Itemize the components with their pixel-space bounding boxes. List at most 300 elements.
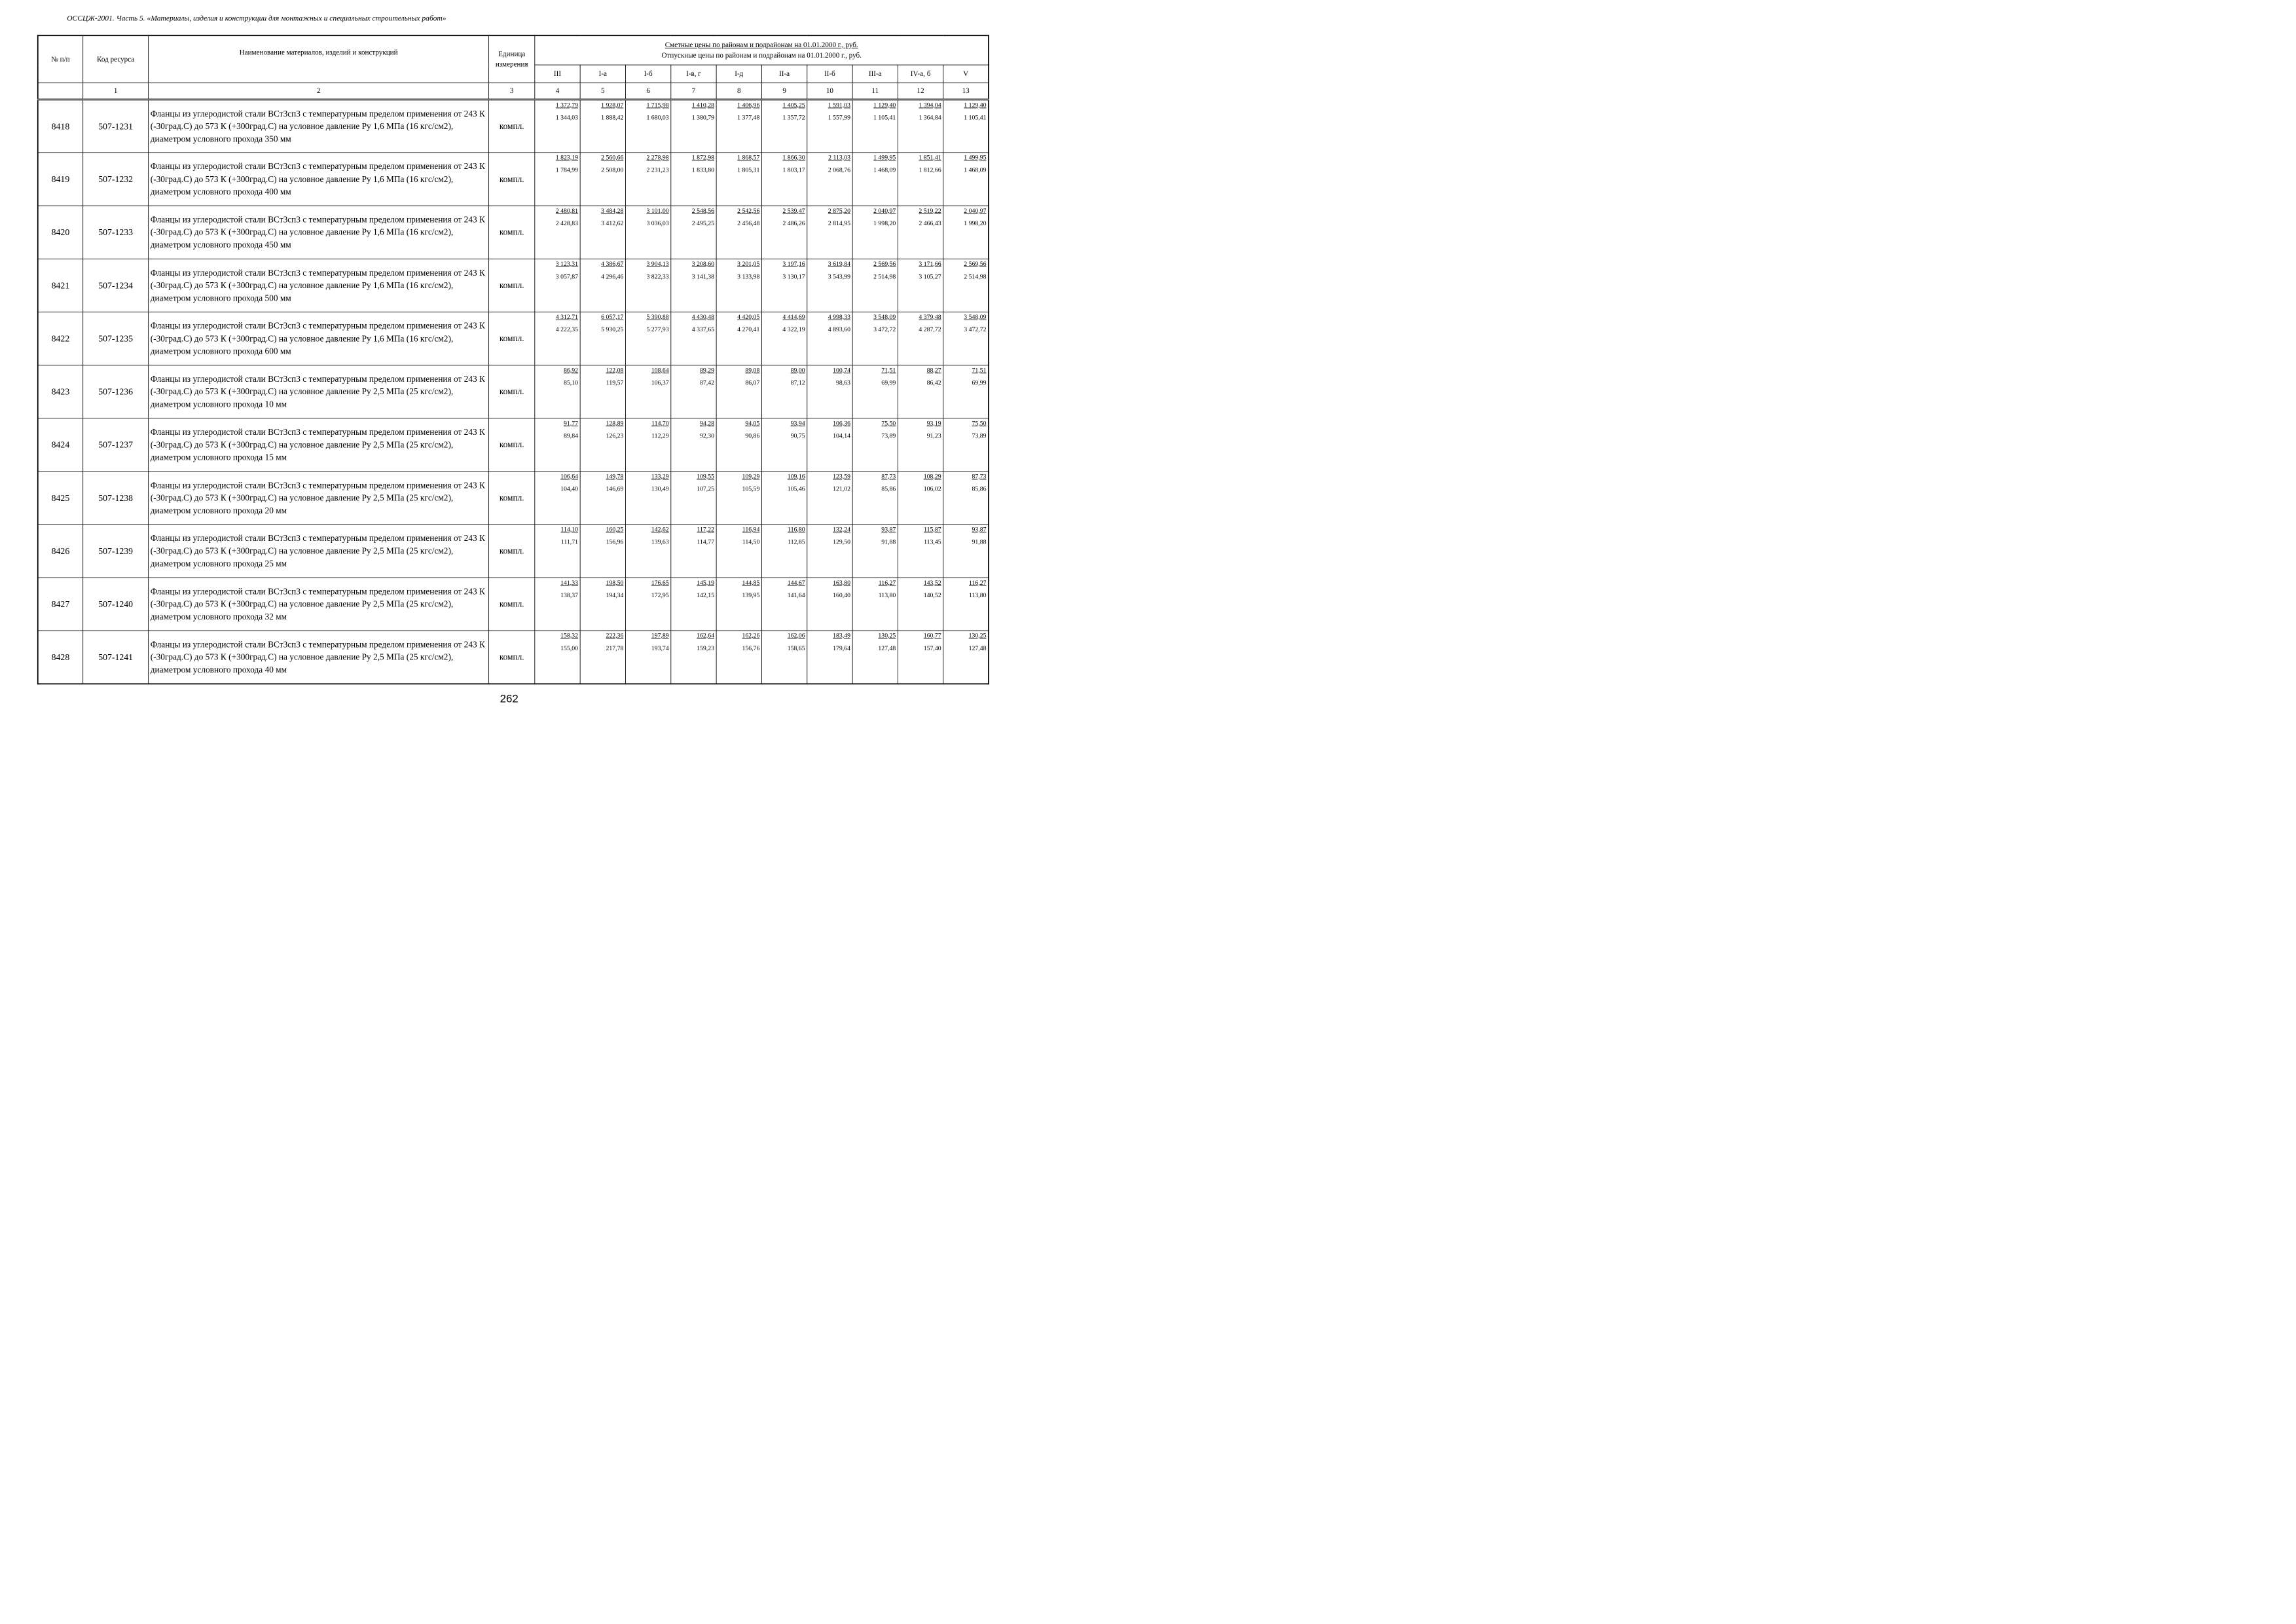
- price-cell: [535, 578, 580, 631]
- estimate-price: 109,16: [787, 472, 805, 480]
- price-cell: [852, 100, 898, 153]
- release-price: 114,50: [742, 538, 760, 545]
- estimate-price: 144,67: [787, 578, 805, 586]
- estimate-price: 117,22: [697, 525, 715, 533]
- price-cell: [943, 153, 989, 206]
- estimate-price: 197,89: [651, 631, 669, 640]
- region-header: II-а: [761, 65, 807, 83]
- release-price: 1 833,80: [691, 166, 715, 174]
- price-cell: [671, 153, 716, 206]
- column-number: [38, 83, 83, 100]
- estimate-price: 1 410,28: [691, 101, 715, 109]
- estimate-price: 93,94: [790, 419, 805, 427]
- price-cell: [852, 578, 898, 631]
- price-cell: [580, 100, 625, 153]
- estimate-price: 2 539,47: [782, 206, 805, 215]
- release-price: 140,52: [923, 591, 941, 599]
- estimate-price: 1 372,79: [555, 101, 579, 109]
- release-price: 105,46: [787, 485, 805, 492]
- price-cell: [761, 153, 807, 206]
- price-cell: [625, 312, 670, 365]
- price-cell: [580, 153, 625, 206]
- estimate-price: 3 484,28: [601, 206, 624, 215]
- resource-code: 507-1239: [83, 525, 149, 578]
- estimate-price: 141,33: [560, 578, 579, 586]
- estimate-price: 130,25: [968, 631, 987, 640]
- price-cell: [943, 525, 989, 578]
- release-price: 1 784,99: [555, 166, 579, 174]
- unit-of-measure: компл.: [489, 100, 535, 153]
- release-price: 2 495,25: [691, 219, 715, 227]
- column-number: 8: [716, 83, 761, 100]
- col-header-num: № п/п: [38, 35, 83, 83]
- row-number: 8425: [38, 471, 83, 525]
- price-cell: [807, 525, 852, 578]
- release-price: 1 105,41: [964, 113, 987, 121]
- resource-code: 507-1240: [83, 578, 149, 631]
- price-cell: [852, 312, 898, 365]
- unit-of-measure: компл.: [489, 365, 535, 418]
- release-price: 5 930,25: [601, 325, 624, 333]
- release-price: 69,99: [972, 378, 987, 386]
- material-name: Фланцы из углеродистой стали ВСт3сп3 с температурным пределом применения от 243 К (-30град.С) до 573 К (+300град.С) на условное давление Ру 2,5 МПа (25 кгс/см2), диаметром условного прохода 15 мм: [149, 418, 489, 471]
- release-price: 2 514,98: [873, 272, 896, 280]
- document-page: [0, 0, 1021, 722]
- estimate-price: 158,32: [560, 631, 579, 640]
- estimate-price: 2 113,03: [828, 153, 850, 161]
- release-price: 111,71: [560, 538, 579, 545]
- material-name: Фланцы из углеродистой стали ВСт3сп3 с температурным пределом применения от 243 К (-30град.С) до 573 К (+300град.С) на условное давление Ру 1,6 МПа (16 кгс/см2), диаметром условного прохода 500 мм: [149, 259, 489, 312]
- release-price: 217,78: [606, 644, 624, 652]
- estimate-price: 71,51: [972, 366, 987, 374]
- column-number: 3: [489, 83, 535, 100]
- release-price: 112,85: [788, 538, 805, 545]
- estimate-price: 4 386,67: [601, 260, 624, 268]
- release-price: 3 036,03: [646, 219, 669, 227]
- unit-of-measure: компл.: [489, 471, 535, 525]
- estimate-price: 91,77: [564, 419, 579, 427]
- release-price: 1 380,79: [691, 113, 715, 121]
- release-price: 85,10: [564, 378, 579, 386]
- column-number: 9: [761, 83, 807, 100]
- column-number: 12: [898, 83, 943, 100]
- unit-of-measure: компл.: [489, 418, 535, 471]
- estimate-price: 1 928,07: [601, 101, 624, 109]
- price-cell: [580, 259, 625, 312]
- estimate-price: 1 868,57: [737, 153, 760, 161]
- estimate-price: 116,94: [742, 525, 760, 533]
- price-cell: [807, 153, 852, 206]
- resource-code: 507-1238: [83, 471, 149, 525]
- release-price: 179,64: [833, 644, 850, 652]
- release-price: 1 998,20: [964, 219, 987, 227]
- estimate-price: 3 208,60: [691, 260, 715, 268]
- material-name: Фланцы из углеродистой стали ВСт3сп3 с температурным пределом применения от 243 К (-30град.С) до 573 К (+300град.С) на условное давление Ру 1,6 МПа (16 кгс/см2), диаметром условного прохода 400 мм: [149, 153, 489, 206]
- estimate-price: 198,50: [606, 578, 624, 586]
- release-price: 2 514,98: [964, 272, 987, 280]
- estimate-price: 4 430,48: [691, 313, 715, 321]
- price-cell: [852, 525, 898, 578]
- region-header: I-д: [716, 65, 761, 83]
- price-cell: [716, 525, 761, 578]
- price-cell: [807, 418, 852, 471]
- price-cell: [898, 100, 943, 153]
- release-price: 155,00: [560, 644, 579, 652]
- price-cell: [625, 631, 670, 684]
- release-price: 89,84: [564, 432, 579, 439]
- price-cell: [852, 631, 898, 684]
- price-cell: [716, 365, 761, 418]
- row-number: 8424: [38, 418, 83, 471]
- release-price: 112,29: [651, 432, 669, 439]
- unit-of-measure: компл.: [489, 153, 535, 206]
- price-cell: [535, 153, 580, 206]
- estimate-price: 88,27: [926, 366, 941, 374]
- price-cell: [807, 471, 852, 525]
- estimate-price: 94,28: [700, 419, 715, 427]
- price-cell: [943, 312, 989, 365]
- price-cell: [625, 471, 670, 525]
- price-cell: [943, 418, 989, 471]
- estimate-price: 1 866,30: [782, 153, 805, 161]
- price-cell: [580, 418, 625, 471]
- unit-of-measure: компл.: [489, 631, 535, 684]
- price-cell: [671, 206, 716, 259]
- estimate-price: 1 405,25: [782, 101, 805, 109]
- estimate-price: 3 548,09: [873, 313, 896, 321]
- price-cell: [943, 100, 989, 153]
- release-price: 3 543,99: [828, 272, 850, 280]
- price-cell: [625, 259, 670, 312]
- price-cell: [943, 206, 989, 259]
- unit-of-measure: компл.: [489, 525, 535, 578]
- price-cell: [852, 206, 898, 259]
- release-price: 105,59: [742, 485, 760, 492]
- price-cell: [761, 259, 807, 312]
- estimate-price: 108,64: [651, 366, 669, 374]
- price-cell: [535, 631, 580, 684]
- release-price: 86,07: [745, 378, 760, 386]
- estimate-price: 2 548,56: [691, 206, 715, 215]
- material-name: Фланцы из углеродистой стали ВСт3сп3 с температурным пределом применения от 243 К (-30град.С) до 573 К (+300град.С) на условное давление Ру 2,5 МПа (25 кгс/см2), диаметром условного прохода 25 мм: [149, 525, 489, 578]
- price-cell: [898, 578, 943, 631]
- release-price: 194,34: [606, 591, 624, 599]
- estimate-price: 3 197,16: [782, 260, 805, 268]
- col-header-code: Код ресурса: [83, 35, 149, 83]
- column-number-row: [38, 83, 989, 100]
- resource-code: 507-1233: [83, 206, 149, 259]
- unit-of-measure: компл.: [489, 312, 535, 365]
- release-price: 1 557,99: [828, 113, 850, 121]
- prices-title-estimate: Сметные цены по районам и подрайонам на 01.01.2000 г., руб.: [665, 41, 858, 49]
- estimate-price: 142,62: [651, 525, 669, 533]
- estimate-price: 4 420,05: [737, 313, 760, 321]
- material-name: Фланцы из углеродистой стали ВСт3сп3 с температурным пределом применения от 243 К (-30град.С) до 573 К (+300град.С) на условное давление Ру 2,5 МПа (25 кгс/см2), диаметром условного прохода 10 мм: [149, 365, 489, 418]
- release-price: 73,89: [972, 432, 987, 439]
- estimate-price: 1 499,95: [964, 153, 987, 161]
- release-price: 159,23: [697, 644, 715, 652]
- price-cell: [761, 525, 807, 578]
- release-price: 2 814,95: [828, 219, 850, 227]
- price-cell: [898, 418, 943, 471]
- price-cell: [898, 153, 943, 206]
- column-number: 10: [807, 83, 852, 100]
- price-cell: [671, 631, 716, 684]
- material-name: Фланцы из углеродистой стали ВСт3сп3 с температурным пределом применения от 243 К (-30град.С) до 573 К (+300град.С) на условное давление Ру 2,5 МПа (25 кгс/см2), диаметром условного прохода 20 мм: [149, 471, 489, 525]
- release-price: 1 468,09: [873, 166, 896, 174]
- price-cell: [943, 365, 989, 418]
- estimate-price: 122,08: [606, 366, 624, 374]
- price-cell: [671, 578, 716, 631]
- resource-code: 507-1231: [83, 100, 149, 153]
- row-number: 8418: [38, 100, 83, 153]
- col-header-prices: [535, 35, 989, 65]
- price-cell: [625, 153, 670, 206]
- price-cell: [580, 525, 625, 578]
- release-price: 1 805,31: [737, 166, 760, 174]
- release-price: 127,48: [968, 644, 987, 652]
- release-price: 90,75: [790, 432, 805, 439]
- column-number: 5: [580, 83, 625, 100]
- price-cell: [761, 471, 807, 525]
- region-header: I-в, г: [671, 65, 716, 83]
- estimate-price: 1 823,19: [555, 153, 579, 161]
- row-number: 8422: [38, 312, 83, 365]
- prices-title-release: Отпускные цены по районам и подрайонам на 01.01.2000 г., руб.: [661, 51, 862, 60]
- estimate-price: 2 040,97: [964, 206, 987, 215]
- release-price: 3 822,33: [646, 272, 669, 280]
- release-price: 3 141,38: [691, 272, 715, 280]
- estimate-price: 114,70: [651, 419, 669, 427]
- price-cell: [716, 206, 761, 259]
- material-name: Фланцы из углеродистой стали ВСт3сп3 с температурным пределом применения от 243 К (-30град.С) до 573 К (+300град.С) на условное давление Ру 1,6 МПа (16 кгс/см2), диаметром условного прохода 450 мм: [149, 206, 489, 259]
- release-price: 90,86: [745, 432, 760, 439]
- page-number: 262: [500, 692, 519, 705]
- resource-code: 507-1237: [83, 418, 149, 471]
- estimate-price: 93,87: [972, 525, 987, 533]
- price-cell: [580, 631, 625, 684]
- region-header: I-а: [580, 65, 625, 83]
- price-cell: [716, 259, 761, 312]
- release-price: 107,25: [697, 485, 715, 492]
- release-price: 113,45: [924, 538, 941, 545]
- price-cell: [535, 525, 580, 578]
- release-price: 85,86: [881, 485, 896, 492]
- price-cell: [761, 312, 807, 365]
- table-row: [38, 206, 989, 259]
- release-price: 3 057,87: [555, 272, 579, 280]
- price-cell: [943, 471, 989, 525]
- estimate-price: 144,85: [742, 578, 760, 586]
- release-price: 2 456,48: [737, 219, 760, 227]
- estimate-price: 123,59: [833, 472, 850, 480]
- estimate-price: 86,92: [564, 366, 579, 374]
- price-cell: [761, 578, 807, 631]
- estimate-price: 4 312,71: [555, 313, 579, 321]
- release-price: 73,89: [881, 432, 896, 439]
- release-price: 142,15: [697, 591, 715, 599]
- column-number: 13: [943, 83, 989, 100]
- row-number: 8421: [38, 259, 83, 312]
- price-cell: [807, 312, 852, 365]
- price-cell: [671, 259, 716, 312]
- estimate-price: 145,19: [697, 578, 715, 586]
- estimate-price: 3 171,66: [919, 260, 941, 268]
- estimate-price: 1 499,95: [873, 153, 896, 161]
- price-cell: [535, 471, 580, 525]
- price-cell: [943, 631, 989, 684]
- price-cell: [625, 525, 670, 578]
- estimate-price: 143,52: [923, 578, 941, 586]
- release-price: 126,23: [606, 432, 624, 439]
- price-cell: [671, 471, 716, 525]
- estimate-price: 94,05: [745, 419, 760, 427]
- estimate-price: 1 394,04: [919, 101, 941, 109]
- estimate-price: 183,49: [833, 631, 850, 640]
- row-number: 8427: [38, 578, 83, 631]
- price-cell: [898, 525, 943, 578]
- price-cell: [716, 100, 761, 153]
- table-row: [38, 365, 989, 418]
- price-cell: [807, 631, 852, 684]
- estimate-price: 160,25: [606, 525, 624, 533]
- estimate-price: 2 569,56: [873, 260, 896, 268]
- estimate-price: 87,73: [881, 472, 896, 480]
- release-price: 2 466,43: [919, 219, 941, 227]
- release-price: 3 472,72: [964, 325, 987, 333]
- price-cell: [625, 418, 670, 471]
- estimate-price: 162,64: [697, 631, 715, 640]
- release-price: 1 377,48: [737, 113, 760, 121]
- estimate-price: 1 129,40: [873, 101, 896, 109]
- estimate-price: 106,64: [560, 472, 579, 480]
- release-price: 138,37: [560, 591, 579, 599]
- release-price: 127,48: [878, 644, 896, 652]
- region-header: IV-а, б: [898, 65, 943, 83]
- price-cell: [898, 631, 943, 684]
- estimate-price: 162,06: [787, 631, 805, 640]
- estimate-price: 100,74: [833, 366, 850, 374]
- release-price: 3 130,17: [782, 272, 805, 280]
- price-cell: [898, 206, 943, 259]
- price-cell: [807, 100, 852, 153]
- release-price: 172,95: [651, 591, 669, 599]
- table-row: [38, 312, 989, 365]
- price-table: [37, 35, 989, 684]
- estimate-price: 3 101,00: [646, 206, 669, 215]
- estimate-price: 93,19: [926, 419, 941, 427]
- estimate-price: 128,89: [606, 419, 624, 427]
- estimate-price: 116,80: [788, 525, 805, 533]
- estimate-price: 2 560,66: [601, 153, 624, 161]
- estimate-price: 1 591,03: [828, 101, 850, 109]
- table-row: [38, 578, 989, 631]
- estimate-price: 75,50: [972, 419, 987, 427]
- release-price: 91,88: [972, 538, 987, 545]
- estimate-price: 149,78: [606, 472, 624, 480]
- price-cell: [625, 100, 670, 153]
- price-cell: [535, 206, 580, 259]
- estimate-price: 2 542,56: [737, 206, 760, 215]
- price-cell: [535, 365, 580, 418]
- release-price: 113,80: [968, 591, 987, 599]
- price-cell: [671, 100, 716, 153]
- material-name: Фланцы из углеродистой стали ВСт3сп3 с температурным пределом применения от 243 К (-30град.С) до 573 К (+300град.С) на условное давление Ру 2,5 МПа (25 кгс/см2), диаметром условного прохода 32 мм: [149, 578, 489, 631]
- price-cell: [807, 206, 852, 259]
- release-price: 106,37: [651, 378, 669, 386]
- estimate-price: 1 129,40: [964, 101, 987, 109]
- estimate-price: 109,55: [697, 472, 715, 480]
- estimate-price: 1 406,96: [737, 101, 760, 109]
- release-price: 2 068,76: [828, 166, 850, 174]
- unit-of-measure: компл.: [489, 578, 535, 631]
- release-price: 92,30: [700, 432, 715, 439]
- unit-of-measure: компл.: [489, 259, 535, 312]
- price-cell: [671, 525, 716, 578]
- estimate-price: 93,87: [881, 525, 896, 533]
- resource-code: 507-1241: [83, 631, 149, 684]
- price-cell: [535, 418, 580, 471]
- estimate-price: 89,08: [745, 366, 760, 374]
- estimate-price: 3 548,09: [964, 313, 987, 321]
- region-header: V: [943, 65, 989, 83]
- estimate-price: 132,24: [833, 525, 850, 533]
- column-number: 2: [149, 83, 489, 100]
- estimate-price: 75,50: [881, 419, 896, 427]
- release-price: 4 270,41: [737, 325, 760, 333]
- release-price: 1 803,17: [782, 166, 805, 174]
- row-number: 8420: [38, 206, 83, 259]
- table-row: [38, 631, 989, 684]
- estimate-price: 3 619,84: [828, 260, 850, 268]
- estimate-price: 2 875,20: [828, 206, 850, 215]
- price-cell: [898, 365, 943, 418]
- price-cell: [716, 578, 761, 631]
- price-cell: [535, 259, 580, 312]
- release-price: 139,95: [742, 591, 760, 599]
- estimate-price: 6 057,17: [601, 313, 624, 321]
- release-price: 1 888,42: [601, 113, 624, 121]
- region-header: III: [535, 65, 580, 83]
- price-cell: [898, 471, 943, 525]
- estimate-price: 2 569,56: [964, 260, 987, 268]
- material-name: Фланцы из углеродистой стали ВСт3сп3 с температурным пределом применения от 243 К (-30град.С) до 573 К (+300град.С) на условное давление Ру 2,5 МПа (25 кгс/см2), диаметром условного прохода 40 мм: [149, 631, 489, 684]
- release-price: 4 893,60: [828, 325, 850, 333]
- release-price: 156,96: [606, 538, 624, 545]
- release-price: 87,42: [700, 378, 715, 386]
- material-name: Фланцы из углеродистой стали ВСт3сп3 с температурным пределом применения от 243 К (-30град.С) до 573 К (+300град.С) на условное давление Ру 1,6 МПа (16 кгс/см2), диаметром условного прохода 600 мм: [149, 312, 489, 365]
- estimate-price: 2 278,98: [646, 153, 669, 161]
- estimate-price: 4 414,69: [782, 313, 805, 321]
- price-cell: [625, 365, 670, 418]
- release-price: 4 337,65: [691, 325, 715, 333]
- region-header: I-б: [625, 65, 670, 83]
- material-name: Фланцы из углеродистой стали ВСт3сп3 с температурным пределом применения от 243 К (-30град.С) до 573 К (+300град.С) на условное давление Ру 1,6 МПа (16 кгс/см2), диаметром условного прохода 350 мм: [149, 100, 489, 153]
- estimate-price: 115,87: [924, 525, 941, 533]
- price-cell: [716, 418, 761, 471]
- release-price: 1 812,66: [919, 166, 941, 174]
- price-cell: [625, 206, 670, 259]
- release-price: 91,23: [926, 432, 941, 439]
- price-cell: [943, 578, 989, 631]
- release-price: 146,69: [606, 485, 624, 492]
- estimate-price: 2 040,97: [873, 206, 896, 215]
- estimate-price: 162,26: [742, 631, 760, 640]
- price-cell: [898, 312, 943, 365]
- estimate-price: 4 998,33: [828, 313, 850, 321]
- price-cell: [535, 100, 580, 153]
- price-cell: [716, 153, 761, 206]
